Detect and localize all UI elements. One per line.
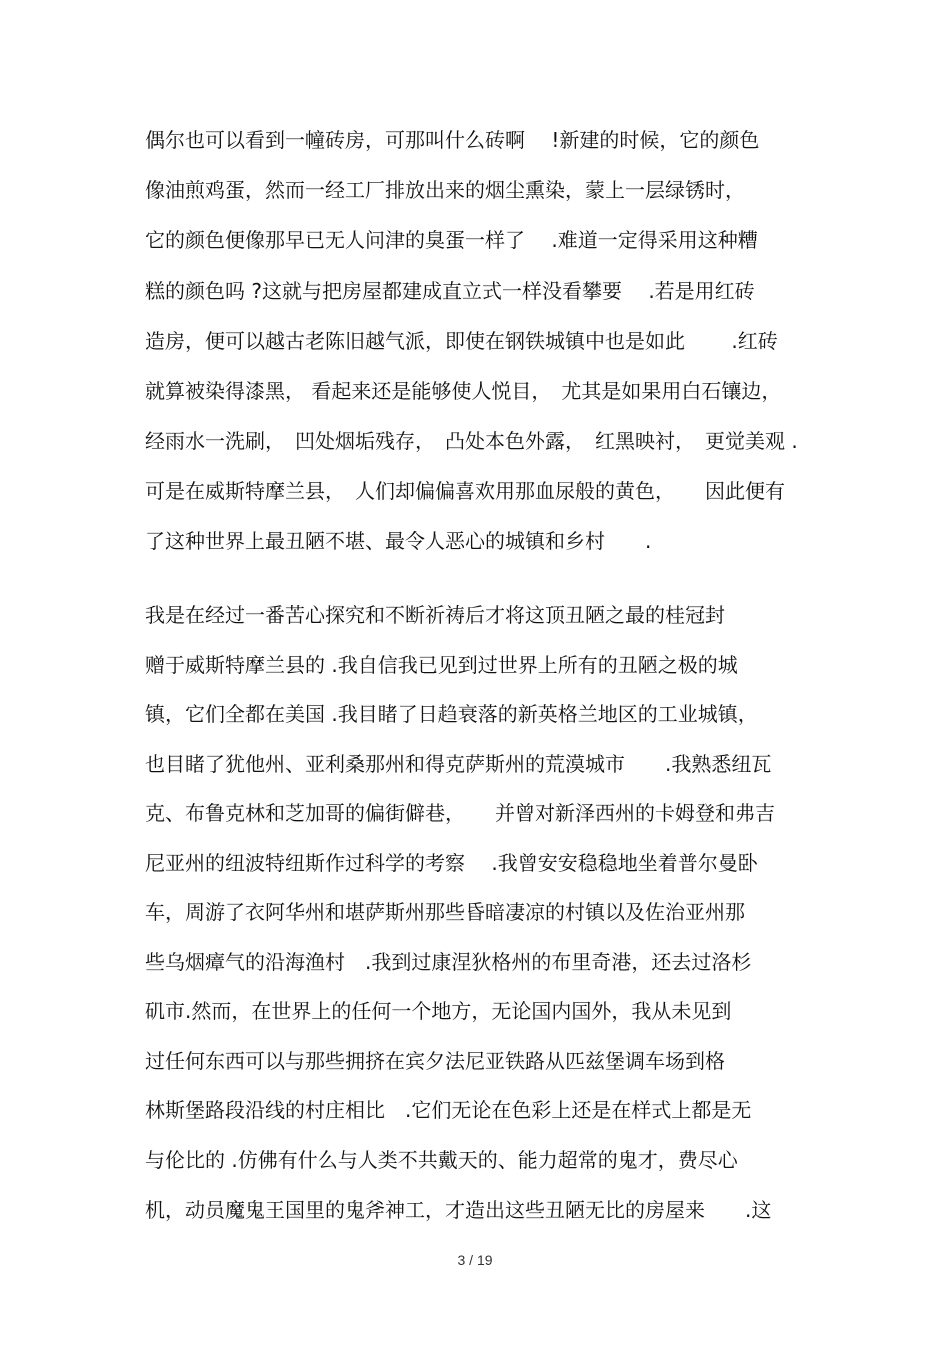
- text-line: 就算被染得漆黑， 看起来还是能够使人悦目， 尤其是如果用白石镶边，: [145, 379, 782, 403]
- text-line: 车，周游了衣阿华州和堪萨斯州那些昏暗凄凉的村镇以及佐治亚州那: [145, 900, 745, 924]
- text-line: 我是在经过一番苦心探究和不断祈祷后才将这顶丑陋之最的桂冠封: [145, 603, 725, 627]
- text-line: 经雨水一洗刷， 凹处烟垢残存， 凸处本色外露， 红黑映衬， 更觉美观 .: [145, 429, 798, 453]
- text-line: 林斯堡路段沿线的村庄相比 .它们无论在色彩上还是在样式上都是无: [145, 1098, 752, 1122]
- text-line: 矶市.然而，在世界上的任何一个地方，无论国内国外，我从未见到: [145, 999, 732, 1023]
- text-line: 它的颜色便像那早已无人问津的臭蛋一样了 .难道一定得采用这种糟: [145, 228, 758, 252]
- text-line: 机，动员魔鬼王国里的鬼斧神工，才造出这些丑陋无比的房屋来 .这: [145, 1198, 772, 1222]
- text-line: 可是在威斯特摩兰县， 人们却偏偏喜欢用那血尿般的黄色， 因此便有: [145, 479, 785, 503]
- text-line: 过任何东西可以与那些拥挤在宾夕法尼亚铁路从匹兹堡调车场到格: [145, 1049, 725, 1073]
- page-number: 3 / 19: [457, 1252, 493, 1268]
- text-line: 些乌烟瘴气的沿海渔村 .我到过康涅狄格州的布里奇港，还去过洛杉: [145, 950, 752, 974]
- text-line: 镇，它们全都在美国 .我目睹了日趋衰落的新英格兰地区的工业城镇，: [145, 702, 758, 726]
- text-line: 了这种世界上最丑陋不堪、最令人恶心的城镇和乡村 .: [145, 529, 652, 553]
- text-line: 与伦比的 .仿佛有什么与人类不共戴天的、能力超常的鬼才，费尽心: [145, 1148, 738, 1172]
- text-line: 尼亚州的纽波特纽斯作过科学的考察 .我曾安安稳稳地坐着普尔曼卧: [145, 851, 758, 875]
- text-line: 糕的颜色吗 ?这就与把房屋都建成直立式一样没看攀要 .若是用红砖: [145, 279, 755, 303]
- text-line: 赠于威斯特摩兰县的 .我自信我已见到过世界上所有的丑陋之极的城: [145, 653, 738, 677]
- text-line: 也目睹了犹他州、亚利桑那州和得克萨斯州的荒漠城市 .我熟悉纽瓦: [145, 752, 772, 776]
- text-line: 造房，便可以越古老陈旧越气派，即使在钢铁城镇中也是如此 .红砖: [145, 329, 778, 353]
- text-line: 克、布鲁克林和芝加哥的偏街僻巷， 并曾对新泽西州的卡姆登和弗吉: [145, 801, 775, 825]
- text-line: 像油煎鸡蛋，然而一经工厂排放出来的烟尘熏染，蒙上一层绿锈时，: [145, 178, 745, 202]
- text-line: 偶尔也可以看到一幢砖房，可那叫什么砖啊 !新建的时候，它的颜色: [145, 128, 760, 152]
